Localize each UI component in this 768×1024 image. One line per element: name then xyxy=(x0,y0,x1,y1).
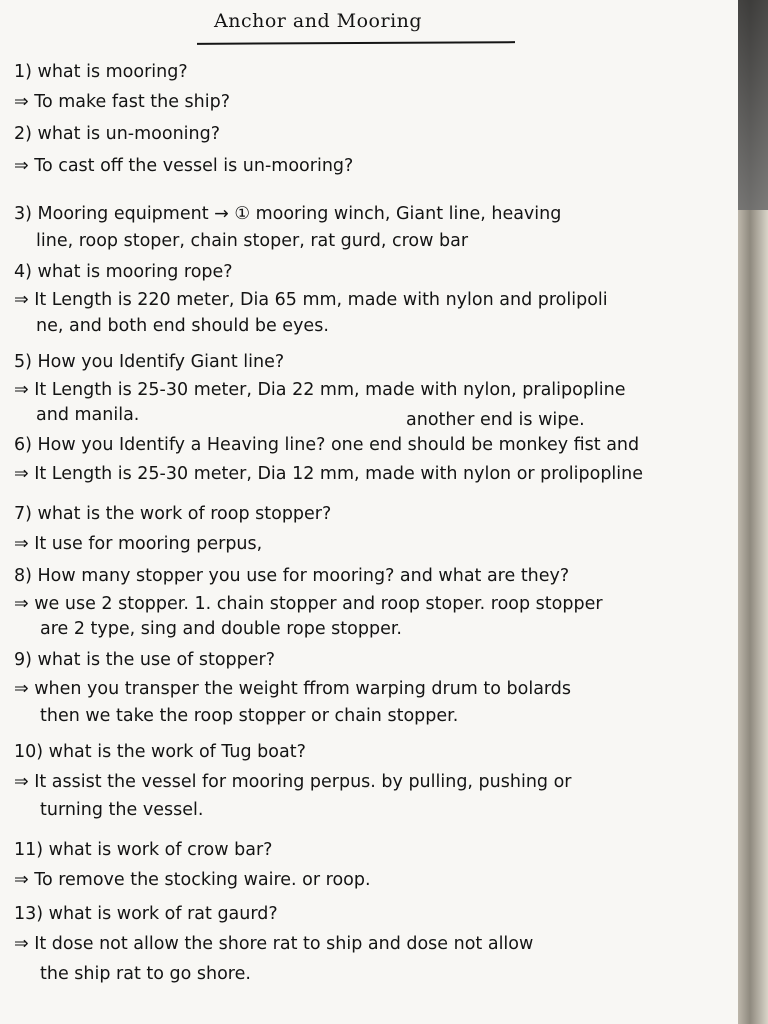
a11-line: ⇒ To remove the stocking waire. or roop. xyxy=(14,870,371,890)
q3-line: 3) Mooring equipment → ① mooring winch, Giant line, heaving xyxy=(14,204,562,224)
a5-continuation: and manila. xyxy=(36,405,140,425)
q5-line: 5) How you Identify Giant line? xyxy=(14,352,285,372)
a4-line: ⇒ It Length is 220 meter, Dia 65 mm, made with nylon and prolipoli xyxy=(14,290,608,310)
q8-line: 8) How many stopper you use for mooring? and what are they? xyxy=(14,566,570,586)
q10-line: 10) what is the work of Tug boat? xyxy=(14,742,306,762)
q4-line: 4) what is mooring rope? xyxy=(14,262,233,282)
q11-line: 11) what is work of crow bar? xyxy=(14,840,273,860)
q3-continuation: line, roop stoper, chain stoper, rat gurd, crow bar xyxy=(36,231,469,251)
q9-line: 9) what is the use of stopper? xyxy=(14,650,276,670)
q7-line: 7) what is the work of roop stopper? xyxy=(14,504,332,524)
a8-line: ⇒ we use 2 stopper. 1. chain stopper and roop stoper. roop stopper xyxy=(14,594,603,614)
q13-line: 13) what is work of rat gaurd? xyxy=(14,904,278,924)
a4-continuation: ne, and both end should be eyes. xyxy=(36,316,329,336)
a1-line: ⇒ To make fast the ship? xyxy=(14,92,230,112)
a6-note: another end is wipe. xyxy=(406,410,585,430)
a9-continuation: then we take the roop stopper or chain stopper. xyxy=(40,706,459,726)
q2-line: 2) what is un-mooning? xyxy=(14,124,221,144)
a2-line: ⇒ To cast off the vessel is un-mooring? xyxy=(14,156,354,176)
a10-continuation: turning the vessel. xyxy=(40,800,204,820)
q6-line: 6) How you Identify a Heaving line? one end should be monkey fist and xyxy=(14,435,640,455)
page-edge-shadow xyxy=(738,0,768,210)
a6-line: ⇒ It Length is 25-30 meter, Dia 12 mm, made with nylon or prolipopline xyxy=(14,464,644,484)
a10-line: ⇒ It assist the vessel for mooring perpus. by pulling, pushing or xyxy=(14,772,572,792)
a13-continuation: the ship rat to go shore. xyxy=(40,964,251,984)
a8-continuation: are 2 type, sing and double rope stopper. xyxy=(40,619,402,639)
page-title: Anchor and Mooring xyxy=(214,10,423,32)
a13-line: ⇒ It dose not allow the shore rat to ship and dose not allow xyxy=(14,934,534,954)
a9-line: ⇒ when you transper the weight ffrom warping drum to bolards xyxy=(14,679,572,699)
a7-line: ⇒ It use for mooring perpus, xyxy=(14,534,263,554)
q1-line: 1) what is mooring? xyxy=(14,62,188,82)
title-underline xyxy=(197,41,515,45)
a5-line: ⇒ It Length is 25-30 meter, Dia 22 mm, made with nylon, pralipopline xyxy=(14,380,626,400)
